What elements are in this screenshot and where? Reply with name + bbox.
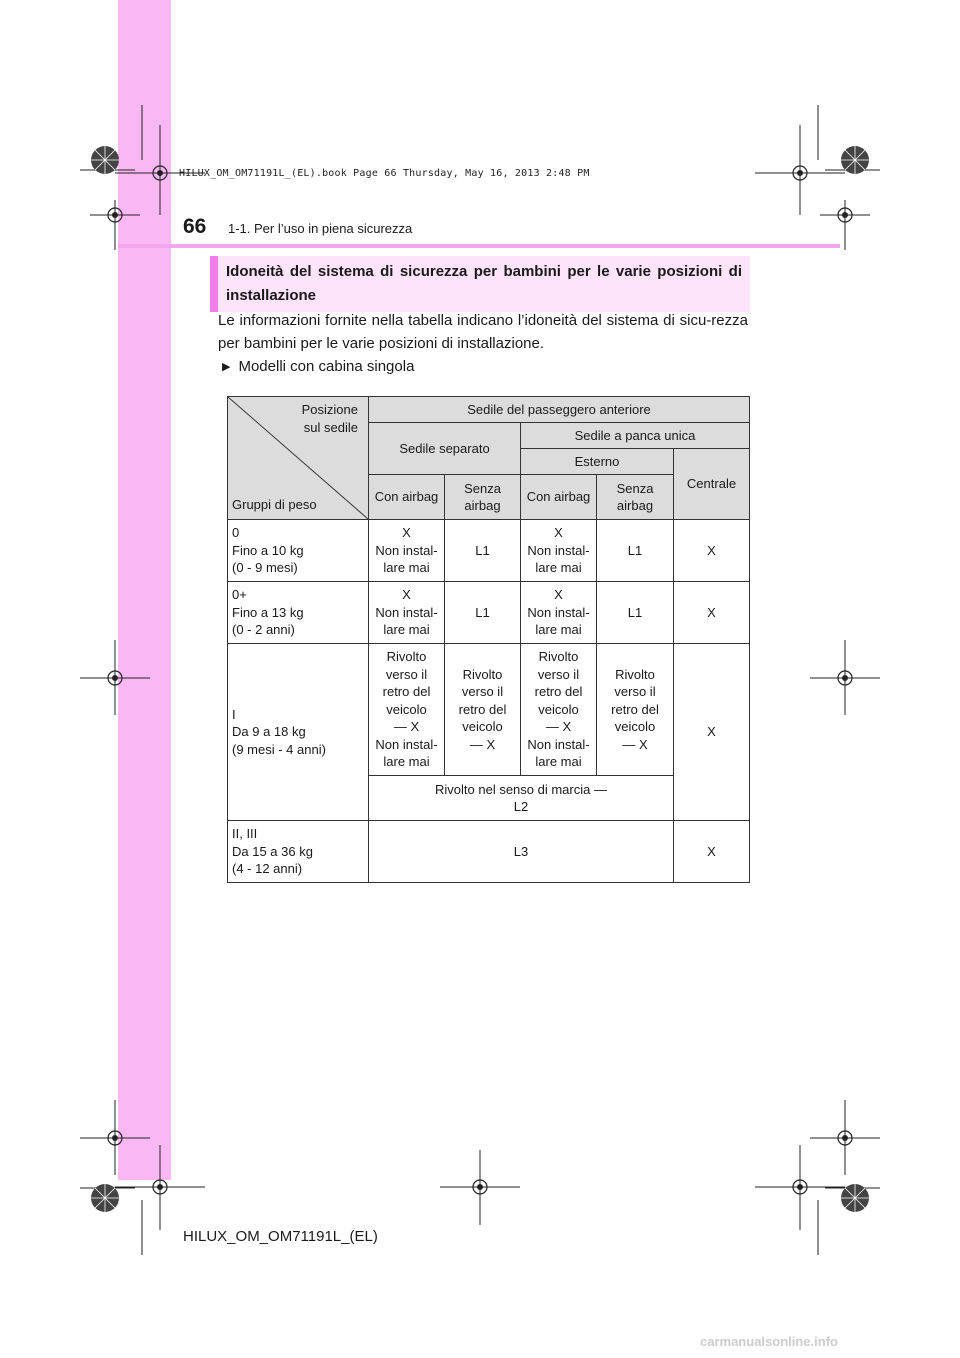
table-row — [228, 821, 750, 883]
section-heading: Idoneità del sistema di sicurezza per bambini per le varie posizioni di installazione — [210, 256, 750, 312]
front-passenger-header: Sedile del passeggero anteriore — [369, 397, 750, 423]
cell: X Non instal- lare mai — [521, 582, 597, 644]
cell: Rivolto verso il retro del veicolo — X Non instal- lare mai — [521, 644, 597, 776]
intro-paragraph: Le informazioni fornite nella tabella indicano l’idoneità del sistema di sicu-rezza per bambini per le varie posizioni di installazione. — [218, 312, 748, 352]
bullet-label: Modelli con cabina singola — [238, 358, 415, 375]
cell: X — [674, 644, 750, 821]
cell: X — [674, 520, 750, 582]
suitability-table — [227, 396, 750, 883]
book-stamp: HILUX_OM_OM71191L_(EL).book Page 66 Thursday, May 16, 2013 2:48 PM — [179, 168, 590, 179]
cell: X Non instal- lare mai — [521, 520, 597, 582]
cell: L1 — [445, 520, 521, 582]
cell: L1 — [597, 582, 674, 644]
cell: X Non instal- lare mai — [369, 582, 445, 644]
group-cell: I Da 9 a 18 kg (9 mesi - 4 anni) — [228, 644, 369, 821]
watermark: carmanualsonline.info — [700, 1334, 838, 1349]
corner-top-label: Posizione sul sedile — [301, 402, 358, 435]
cell: Rivolto nel senso di marcia — L2 — [369, 776, 674, 821]
center-header: Centrale — [674, 449, 750, 520]
group-cell: 0+ Fino a 13 kg (0 - 2 anni) — [228, 582, 369, 644]
table-corner-cell — [228, 397, 369, 520]
triangle-bullet-icon: ▶ — [222, 361, 231, 373]
group-cell: 0 Fino a 10 kg (0 - 9 mesi) — [228, 520, 369, 582]
cell: Rivolto verso il retro del veicolo — X — [597, 644, 674, 776]
with-airbag-header: Con airbag — [369, 475, 445, 520]
without-airbag-header: Senza airbag — [597, 475, 674, 520]
cell: Rivolto verso il retro del veicolo — X — [445, 644, 521, 776]
cell: X — [674, 582, 750, 644]
bench-seat-header: Sedile a panca unica — [521, 423, 750, 449]
cell: L1 — [445, 582, 521, 644]
separate-seat-header: Sedile separato — [369, 423, 521, 475]
cell: X — [674, 821, 750, 883]
table-row — [228, 644, 750, 776]
cell: L1 — [597, 520, 674, 582]
table-row — [228, 582, 750, 644]
cell: X Non instal- lare mai — [369, 520, 445, 582]
outer-header: Esterno — [521, 449, 674, 475]
with-airbag-header: Con airbag — [521, 475, 597, 520]
corner-bottom-label: Gruppi di peso — [232, 496, 317, 512]
group-cell: II, III Da 15 a 36 kg (4 - 12 anni) — [228, 821, 369, 883]
cell: L3 — [369, 821, 674, 883]
table-row — [228, 520, 750, 582]
cell: Rivolto verso il retro del veicolo — X Non instal- lare mai — [369, 644, 445, 776]
bullet-item — [222, 355, 414, 379]
footer-code: HILUX_OM_OM71191L_(EL) — [183, 1228, 378, 1245]
without-airbag-header: Senza airbag — [445, 475, 521, 520]
page-number: 66 — [183, 215, 207, 238]
section-title: 1-1. Per l’uso in piena sicurezza — [228, 221, 413, 236]
